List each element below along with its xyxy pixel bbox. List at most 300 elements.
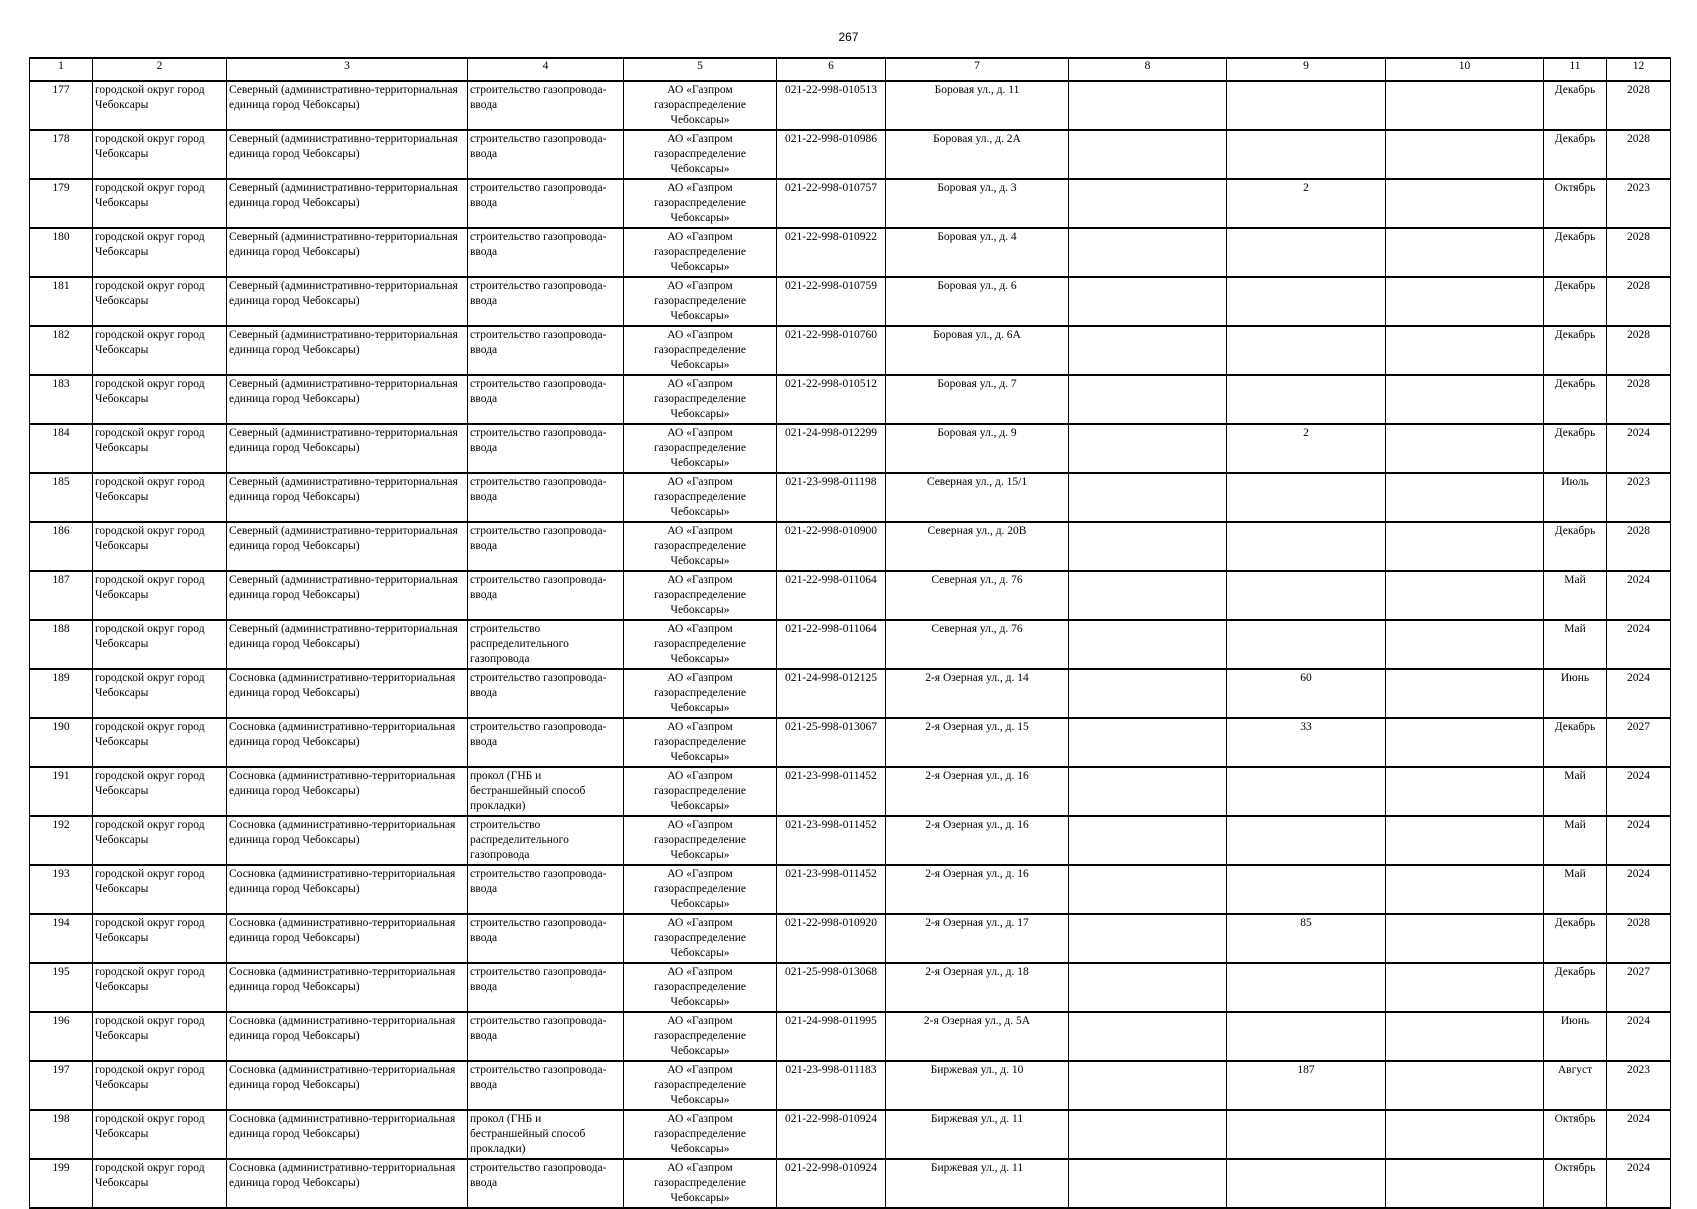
organization-cell: АО «Газпром газораспределение Чебоксары» [624,522,777,571]
column-header-5: 5 [624,58,777,81]
month-cell: Август [1544,1061,1607,1110]
organization-cell: АО «Газпром газораспределение Чебоксары» [624,375,777,424]
work-type-cell: строительство газопровода-ввода [468,865,624,914]
table-row [30,767,1671,816]
object-code-cell: 021-22-998-010922 [777,228,886,277]
column-9-cell [1227,473,1386,522]
column-9-cell [1227,963,1386,1012]
work-type-cell: строительство газопровода-ввода [468,424,624,473]
address-cell: 2-я Озерная ул., д. 5А [886,1012,1069,1061]
row-number: 186 [30,522,93,571]
district-cell: Северный (административно-территориальная единица город Чебоксары) [227,228,468,277]
municipality-cell: городской округ город Чебоксары [93,963,227,1012]
row-number: 188 [30,620,93,669]
address-cell: Боровая ул., д. 9 [886,424,1069,473]
organization-cell: АО «Газпром газораспределение Чебоксары» [624,669,777,718]
object-code-cell: 021-24-998-012125 [777,669,886,718]
municipality-cell: городской округ город Чебоксары [93,81,227,130]
table-row [30,1061,1671,1110]
municipality-cell: городской округ город Чебоксары [93,865,227,914]
object-code-cell: 021-23-998-011452 [777,816,886,865]
object-code-cell: 021-22-998-010924 [777,1110,886,1159]
column-9-cell [1227,767,1386,816]
district-cell: Северный (административно-территориальная единица город Чебоксары) [227,375,468,424]
address-cell: Боровая ул., д. 11 [886,81,1069,130]
address-cell: 2-я Озерная ул., д. 15 [886,718,1069,767]
column-header-8: 8 [1069,58,1227,81]
row-number: 193 [30,865,93,914]
month-cell: Декабрь [1544,81,1607,130]
column-9-cell [1227,1110,1386,1159]
address-cell: Биржевая ул., д. 10 [886,1061,1069,1110]
column-8-cell [1069,669,1227,718]
column-9-cell: 2 [1227,179,1386,228]
district-cell: Северный (административно-территориальная единица город Чебоксары) [227,473,468,522]
column-10-cell [1386,963,1544,1012]
object-code-cell: 021-22-998-010512 [777,375,886,424]
district-cell: Северный (административно-территориальная единица город Чебоксары) [227,81,468,130]
column-header-9: 9 [1227,58,1386,81]
object-code-cell: 021-22-998-010986 [777,130,886,179]
column-8-cell [1069,1159,1227,1208]
column-9-cell: 33 [1227,718,1386,767]
column-10-cell [1386,816,1544,865]
column-header-4: 4 [468,58,624,81]
month-cell: Декабрь [1544,914,1607,963]
row-number: 191 [30,767,93,816]
organization-cell: АО «Газпром газораспределение Чебоксары» [624,1061,777,1110]
organization-cell: АО «Газпром газораспределение Чебоксары» [624,571,777,620]
address-cell: 2-я Озерная ул., д. 16 [886,865,1069,914]
column-9-cell [1227,277,1386,326]
column-10-cell [1386,228,1544,277]
table-row [30,81,1671,130]
work-type-cell: строительство газопровода-ввода [468,718,624,767]
work-type-cell: строительство распределительного газопровода [468,620,624,669]
page-number: 267 [838,30,859,44]
column-10-cell [1386,669,1544,718]
column-9-cell [1227,375,1386,424]
address-cell: Боровая ул., д. 3 [886,179,1069,228]
month-cell: Декабрь [1544,424,1607,473]
column-9-cell [1227,130,1386,179]
object-code-cell: 021-22-998-010900 [777,522,886,571]
column-8-cell [1069,130,1227,179]
address-cell: Боровая ул., д. 4 [886,228,1069,277]
month-cell: Декабрь [1544,277,1607,326]
month-cell: Май [1544,571,1607,620]
district-cell: Сосновка (административно-территориальная единица город Чебоксары) [227,669,468,718]
column-10-cell [1386,914,1544,963]
district-cell: Сосновка (административно-территориальная единица город Чебоксары) [227,1061,468,1110]
column-10-cell [1386,718,1544,767]
column-header-1: 1 [30,58,93,81]
work-type-cell: строительство газопровода-ввода [468,963,624,1012]
object-code-cell: 021-23-998-011452 [777,865,886,914]
table-body [30,81,1671,1208]
year-cell: 2024 [1607,865,1671,914]
district-cell: Северный (административно-территориальная единица город Чебоксары) [227,130,468,179]
object-code-cell: 021-25-998-013067 [777,718,886,767]
organization-cell: АО «Газпром газораспределение Чебоксары» [624,326,777,375]
object-code-cell: 021-24-998-012299 [777,424,886,473]
table-header [30,58,1671,81]
organization-cell: АО «Газпром газораспределение Чебоксары» [624,718,777,767]
column-9-cell: 60 [1227,669,1386,718]
object-code-cell: 021-25-998-013068 [777,963,886,1012]
column-header-3: 3 [227,58,468,81]
year-cell: 2024 [1607,571,1671,620]
year-cell: 2028 [1607,914,1671,963]
object-code-cell: 021-22-998-010759 [777,277,886,326]
work-type-cell: прокол (ГНБ и бестраншейный способ прокладки) [468,767,624,816]
year-cell: 2023 [1607,1061,1671,1110]
column-header-2: 2 [93,58,227,81]
organization-cell: АО «Газпром газораспределение Чебоксары» [624,1159,777,1208]
year-cell: 2028 [1607,228,1671,277]
row-number: 184 [30,424,93,473]
work-type-cell: строительство распределительного газопровода [468,816,624,865]
table-row [30,522,1671,571]
column-8-cell [1069,522,1227,571]
row-number: 179 [30,179,93,228]
month-cell: Декабрь [1544,326,1607,375]
district-cell: Северный (административно-территориальная единица город Чебоксары) [227,179,468,228]
municipality-cell: городской округ город Чебоксары [93,473,227,522]
column-10-cell [1386,571,1544,620]
column-8-cell [1069,914,1227,963]
year-cell: 2027 [1607,963,1671,1012]
table-row [30,375,1671,424]
month-cell: Октябрь [1544,179,1607,228]
address-cell: Северная ул., д. 76 [886,620,1069,669]
table-row [30,1159,1671,1208]
table-row [30,571,1671,620]
object-code-cell: 021-23-998-011183 [777,1061,886,1110]
month-cell: Декабрь [1544,375,1607,424]
municipality-cell: городской округ город Чебоксары [93,228,227,277]
district-cell: Сосновка (административно-территориальная единица город Чебоксары) [227,718,468,767]
work-type-cell: строительство газопровода-ввода [468,522,624,571]
header-row [30,58,1671,81]
work-type-cell: строительство газопровода-ввода [468,228,624,277]
table-row [30,963,1671,1012]
column-10-cell [1386,326,1544,375]
table-row [30,326,1671,375]
month-cell: Декабрь [1544,522,1607,571]
district-cell: Сосновка (административно-территориальная единица город Чебоксары) [227,816,468,865]
row-number: 192 [30,816,93,865]
address-cell: 2-я Озерная ул., д. 17 [886,914,1069,963]
column-header-12: 12 [1607,58,1671,81]
row-number: 177 [30,81,93,130]
month-cell: Июнь [1544,669,1607,718]
row-number: 189 [30,669,93,718]
column-10-cell [1386,130,1544,179]
year-cell: 2024 [1607,816,1671,865]
address-cell: 2-я Озерная ул., д. 16 [886,767,1069,816]
month-cell: Декабрь [1544,718,1607,767]
work-type-cell: строительство газопровода-ввода [468,375,624,424]
column-header-10: 10 [1386,58,1544,81]
municipality-cell: городской округ город Чебоксары [93,669,227,718]
table-row [30,669,1671,718]
column-10-cell [1386,424,1544,473]
organization-cell: АО «Газпром газораспределение Чебоксары» [624,620,777,669]
table-row [30,130,1671,179]
column-10-cell [1386,767,1544,816]
column-8-cell [1069,326,1227,375]
column-9-cell [1227,326,1386,375]
organization-cell: АО «Газпром газораспределение Чебоксары» [624,963,777,1012]
object-code-cell: 021-22-998-010513 [777,81,886,130]
row-number: 180 [30,228,93,277]
column-8-cell [1069,473,1227,522]
year-cell: 2024 [1607,767,1671,816]
schedule-table [29,57,1671,1209]
municipality-cell: городской округ город Чебоксары [93,375,227,424]
work-type-cell: строительство газопровода-ввода [468,81,624,130]
column-9-cell: 85 [1227,914,1386,963]
municipality-cell: городской округ город Чебоксары [93,914,227,963]
work-type-cell: строительство газопровода-ввода [468,914,624,963]
district-cell: Северный (административно-территориальная единица город Чебоксары) [227,326,468,375]
year-cell: 2028 [1607,277,1671,326]
month-cell: Октябрь [1544,1159,1607,1208]
work-type-cell: строительство газопровода-ввода [468,1159,624,1208]
table-row [30,816,1671,865]
municipality-cell: городской округ город Чебоксары [93,1159,227,1208]
municipality-cell: городской округ город Чебоксары [93,130,227,179]
row-number: 183 [30,375,93,424]
column-10-cell [1386,179,1544,228]
month-cell: Декабрь [1544,228,1607,277]
municipality-cell: городской округ город Чебоксары [93,571,227,620]
column-8-cell [1069,963,1227,1012]
column-8-cell [1069,81,1227,130]
year-cell: 2024 [1607,620,1671,669]
row-number: 187 [30,571,93,620]
object-code-cell: 021-22-998-010920 [777,914,886,963]
district-cell: Северный (административно-территориальная единица город Чебоксары) [227,424,468,473]
month-cell: Декабрь [1544,963,1607,1012]
district-cell: Сосновка (административно-территориальная единица город Чебоксары) [227,1159,468,1208]
column-10-cell [1386,1012,1544,1061]
row-number: 181 [30,277,93,326]
year-cell: 2024 [1607,1110,1671,1159]
column-10-cell [1386,473,1544,522]
column-8-cell [1069,767,1227,816]
work-type-cell: строительство газопровода-ввода [468,179,624,228]
year-cell: 2024 [1607,1159,1671,1208]
municipality-cell: городской округ город Чебоксары [93,522,227,571]
table-row [30,1012,1671,1061]
column-8-cell [1069,620,1227,669]
work-type-cell: строительство газопровода-ввода [468,669,624,718]
table-row [30,228,1671,277]
year-cell: 2028 [1607,522,1671,571]
column-9-cell [1227,228,1386,277]
organization-cell: АО «Газпром газораспределение Чебоксары» [624,473,777,522]
organization-cell: АО «Газпром газораспределение Чебоксары» [624,767,777,816]
column-9-cell [1227,816,1386,865]
address-cell: 2-я Озерная ул., д. 14 [886,669,1069,718]
address-cell: 2-я Озерная ул., д. 16 [886,816,1069,865]
column-8-cell [1069,1110,1227,1159]
organization-cell: АО «Газпром газораспределение Чебоксары» [624,179,777,228]
address-cell: Северная ул., д. 20В [886,522,1069,571]
municipality-cell: городской округ город Чебоксары [93,424,227,473]
column-8-cell [1069,375,1227,424]
address-cell: Северная ул., д. 15/1 [886,473,1069,522]
organization-cell: АО «Газпром газораспределение Чебоксары» [624,424,777,473]
column-10-cell [1386,81,1544,130]
month-cell: Май [1544,620,1607,669]
work-type-cell: строительство газопровода-ввода [468,326,624,375]
address-cell: Боровая ул., д. 6А [886,326,1069,375]
organization-cell: АО «Газпром газораспределение Чебоксары» [624,914,777,963]
municipality-cell: городской округ город Чебоксары [93,767,227,816]
column-9-cell [1227,571,1386,620]
work-type-cell: строительство газопровода-ввода [468,1061,624,1110]
month-cell: Май [1544,865,1607,914]
column-8-cell [1069,718,1227,767]
district-cell: Сосновка (административно-территориальная единица город Чебоксары) [227,865,468,914]
column-10-cell [1386,1159,1544,1208]
address-cell: Биржевая ул., д. 11 [886,1110,1069,1159]
table-row [30,865,1671,914]
district-cell: Сосновка (административно-территориальная единица город Чебоксары) [227,767,468,816]
address-cell: 2-я Озерная ул., д. 18 [886,963,1069,1012]
column-10-cell [1386,522,1544,571]
table-row [30,1110,1671,1159]
year-cell: 2028 [1607,375,1671,424]
district-cell: Северный (административно-территориальная единица город Чебоксары) [227,277,468,326]
row-number: 197 [30,1061,93,1110]
year-cell: 2024 [1607,669,1671,718]
municipality-cell: городской округ город Чебоксары [93,816,227,865]
municipality-cell: городской округ город Чебоксары [93,620,227,669]
address-cell: Боровая ул., д. 2А [886,130,1069,179]
month-cell: Май [1544,816,1607,865]
table-row [30,718,1671,767]
year-cell: 2028 [1607,326,1671,375]
month-cell: Май [1544,767,1607,816]
municipality-cell: городской округ город Чебоксары [93,1110,227,1159]
column-8-cell [1069,816,1227,865]
row-number: 185 [30,473,93,522]
year-cell: 2024 [1607,424,1671,473]
address-cell: Биржевая ул., д. 11 [886,1159,1069,1208]
column-9-cell [1227,1012,1386,1061]
object-code-cell: 021-22-998-010757 [777,179,886,228]
column-8-cell [1069,277,1227,326]
district-cell: Сосновка (административно-территориальная единица город Чебоксары) [227,1110,468,1159]
column-9-cell: 187 [1227,1061,1386,1110]
year-cell: 2027 [1607,718,1671,767]
column-10-cell [1386,620,1544,669]
row-number: 196 [30,1012,93,1061]
object-code-cell: 021-24-998-011995 [777,1012,886,1061]
column-8-cell [1069,179,1227,228]
organization-cell: АО «Газпром газораспределение Чебоксары» [624,228,777,277]
row-number: 194 [30,914,93,963]
row-number: 178 [30,130,93,179]
column-9-cell [1227,81,1386,130]
table-row [30,914,1671,963]
district-cell: Сосновка (административно-территориальная единица город Чебоксары) [227,914,468,963]
work-type-cell: строительство газопровода-ввода [468,130,624,179]
column-9-cell [1227,522,1386,571]
organization-cell: АО «Газпром газораспределение Чебоксары» [624,81,777,130]
object-code-cell: 021-23-998-011452 [777,767,886,816]
work-type-cell: строительство газопровода-ввода [468,571,624,620]
organization-cell: АО «Газпром газораспределение Чебоксары» [624,1110,777,1159]
table-row [30,424,1671,473]
column-8-cell [1069,1012,1227,1061]
address-cell: Боровая ул., д. 6 [886,277,1069,326]
organization-cell: АО «Газпром газораспределение Чебоксары» [624,816,777,865]
organization-cell: АО «Газпром газораспределение Чебоксары» [624,1012,777,1061]
column-header-7: 7 [886,58,1069,81]
municipality-cell: городской округ город Чебоксары [93,1012,227,1061]
municipality-cell: городской округ город Чебоксары [93,718,227,767]
month-cell: Декабрь [1544,130,1607,179]
address-cell: Северная ул., д. 76 [886,571,1069,620]
column-9-cell [1227,865,1386,914]
municipality-cell: городской округ город Чебоксары [93,179,227,228]
organization-cell: АО «Газпром газораспределение Чебоксары» [624,130,777,179]
municipality-cell: городской округ город Чебоксары [93,326,227,375]
year-cell: 2024 [1607,1012,1671,1061]
column-8-cell [1069,424,1227,473]
column-header-11: 11 [1544,58,1607,81]
column-8-cell [1069,571,1227,620]
column-9-cell: 2 [1227,424,1386,473]
row-number: 190 [30,718,93,767]
object-code-cell: 021-22-998-011064 [777,571,886,620]
row-number: 198 [30,1110,93,1159]
column-10-cell [1386,1061,1544,1110]
municipality-cell: городской округ город Чебоксары [93,277,227,326]
row-number: 182 [30,326,93,375]
month-cell: Июль [1544,473,1607,522]
table-row [30,473,1671,522]
column-10-cell [1386,277,1544,326]
row-number: 199 [30,1159,93,1208]
year-cell: 2028 [1607,130,1671,179]
row-number: 195 [30,963,93,1012]
column-9-cell [1227,1159,1386,1208]
table-row [30,620,1671,669]
column-header-6: 6 [777,58,886,81]
year-cell: 2023 [1607,179,1671,228]
object-code-cell: 021-22-998-010760 [777,326,886,375]
organization-cell: АО «Газпром газораспределение Чебоксары» [624,277,777,326]
address-cell: Боровая ул., д. 7 [886,375,1069,424]
district-cell: Северный (административно-территориальная единица город Чебоксары) [227,571,468,620]
table-row [30,179,1671,228]
column-10-cell [1386,865,1544,914]
object-code-cell: 021-23-998-011198 [777,473,886,522]
district-cell: Северный (административно-территориальная единица город Чебоксары) [227,522,468,571]
district-cell: Северный (административно-территориальная единица город Чебоксары) [227,620,468,669]
month-cell: Июнь [1544,1012,1607,1061]
work-type-cell: строительство газопровода-ввода [468,473,624,522]
work-type-cell: прокол (ГНБ и бестраншейный способ прокладки) [468,1110,624,1159]
month-cell: Октябрь [1544,1110,1607,1159]
column-9-cell [1227,620,1386,669]
